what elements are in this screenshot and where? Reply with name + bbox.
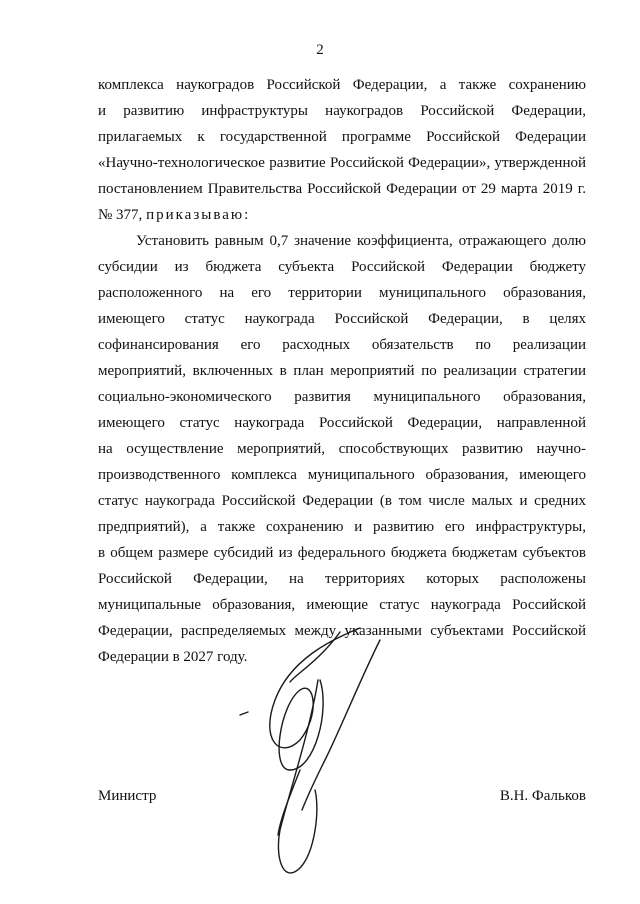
text-line: комплекса наукоградов Российской Федерации, а также сохранению — [98, 77, 586, 93]
signer-name: В.Н. Фальков — [499, 788, 586, 804]
text-line: Федерации, распределяемых между указанными субъектами Российской — [98, 623, 586, 639]
paragraph-preamble — [98, 72, 586, 228]
text-line: софинансирования его расходных обязательств по реализации — [98, 337, 586, 353]
text-line: производственного комплекса муниципального образования, имеющего — [98, 467, 586, 483]
handwritten-signature — [220, 620, 390, 900]
order-line — [98, 202, 586, 228]
paragraph-order — [98, 228, 586, 670]
text-line: и развитию инфраструктуры наукоградов Российской Федерации, — [98, 103, 586, 119]
text-line: «Научно-технологическое развитие Российской Федерации», утвержденной — [98, 155, 586, 171]
text-line: расположенного на его территории муниципального образования, — [98, 285, 586, 301]
order-number: № 377, — [98, 207, 143, 223]
text-line: статус наукограда Российской Федерации (в том числе малых и средних — [98, 493, 586, 509]
text-line: имеющего статус наукограда Российской Федерации, в целях — [98, 311, 586, 327]
text-line: Установить равным 0,7 значение коэффициента, отражающего долю — [136, 233, 586, 249]
text-line: на осуществление мероприятий, способствующих развитию научно- — [98, 441, 586, 457]
order-word: приказываю: — [146, 207, 251, 223]
signature-block — [98, 788, 586, 805]
text-line: постановлением Правительства Российской Федерации от 29 марта 2019 г. — [98, 181, 586, 197]
text-line: мероприятий, включенных в план мероприятий по реализации стратегии — [98, 363, 586, 379]
page-number: 2 — [316, 42, 324, 58]
text-line: имеющего статус наукограда Российской Федерации, направленной — [98, 415, 586, 431]
text-line: прилагаемых к государственной программе Российской Федерации — [98, 129, 586, 145]
text-line: социально-экономического развития муниципального образования, — [98, 389, 586, 405]
text-line: субсидии из бюджета субъекта Российской Федерации бюджету — [98, 259, 586, 275]
text-line: Российской Федерации, на территориях которых расположены — [98, 571, 586, 587]
text-line: предприятий), а также сохранению и развитию его инфраструктуры, — [98, 519, 586, 535]
text-line: в общем размере субсидий из федерального бюджета бюджетам субъектов — [98, 545, 586, 561]
document-body — [98, 72, 586, 670]
text-line: муниципальные образования, имеющие статус наукограда Российской — [98, 597, 586, 613]
text-line: Федерации в 2027 году. — [98, 649, 248, 665]
signer-position: Министр — [98, 788, 157, 804]
